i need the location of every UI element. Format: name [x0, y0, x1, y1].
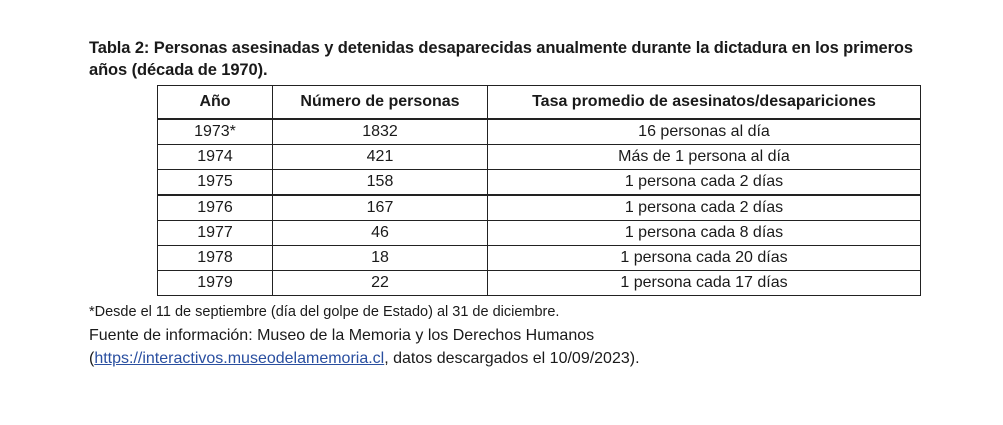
cell-count: 22 [273, 271, 488, 296]
table-row [158, 170, 921, 196]
cell-year: 1979 [158, 271, 273, 296]
cell-year: 1973* [158, 119, 273, 145]
source-line-2-rest: , datos descargados el 10/09/2023). [384, 350, 640, 367]
cell-rate: 1 persona cada 2 días [488, 170, 921, 196]
open-paren: ( [89, 350, 95, 367]
table-header-row [158, 86, 921, 120]
cell-count: 18 [273, 246, 488, 271]
data-table [157, 85, 921, 296]
cell-rate: 1 persona cada 2 días [488, 195, 921, 221]
header-rate: Tasa promedio de asesinatos/desapariciones [488, 86, 921, 120]
source-link[interactable]: https://interactivos.museodelamemoria.cl [94, 350, 385, 367]
cell-year: 1977 [158, 221, 273, 246]
header-count: Número de personas [273, 86, 488, 120]
footnote: *Desde el 11 de septiembre (día del golpe de Estado) al 31 de diciembre. [89, 304, 560, 320]
cell-rate: 1 persona cada 8 días [488, 221, 921, 246]
cell-year: 1976 [158, 195, 273, 221]
header-year: Año [158, 86, 273, 120]
table-row [158, 271, 921, 296]
cell-count: 158 [273, 170, 488, 196]
source-line-2 [89, 347, 640, 370]
cell-year: 1974 [158, 145, 273, 170]
source-note [89, 324, 640, 370]
cell-year: 1978 [158, 246, 273, 271]
cell-count: 421 [273, 145, 488, 170]
table-row [158, 246, 921, 271]
cell-year: 1975 [158, 170, 273, 196]
table-row [158, 145, 921, 170]
table-row [158, 119, 921, 145]
table-row [158, 221, 921, 246]
cell-rate: 1 persona cada 20 días [488, 246, 921, 271]
caption-line-2: años (década de 1970). [89, 61, 268, 79]
caption-line-1: Tabla 2: Personas asesinadas y detenidas desaparecidas anualmente durante la dictadura en los primeros [89, 39, 913, 57]
cell-rate: 1 persona cada 17 días [488, 271, 921, 296]
table-row [158, 195, 921, 221]
cell-rate: 16 personas al día [488, 119, 921, 145]
source-line-1: Fuente de información: Museo de la Memoria y los Derechos Humanos [89, 327, 595, 344]
cell-rate: Más de 1 persona al día [488, 145, 921, 170]
table-caption [89, 37, 994, 81]
cell-count: 46 [273, 221, 488, 246]
cell-count: 167 [273, 195, 488, 221]
cell-count: 1832 [273, 119, 488, 145]
